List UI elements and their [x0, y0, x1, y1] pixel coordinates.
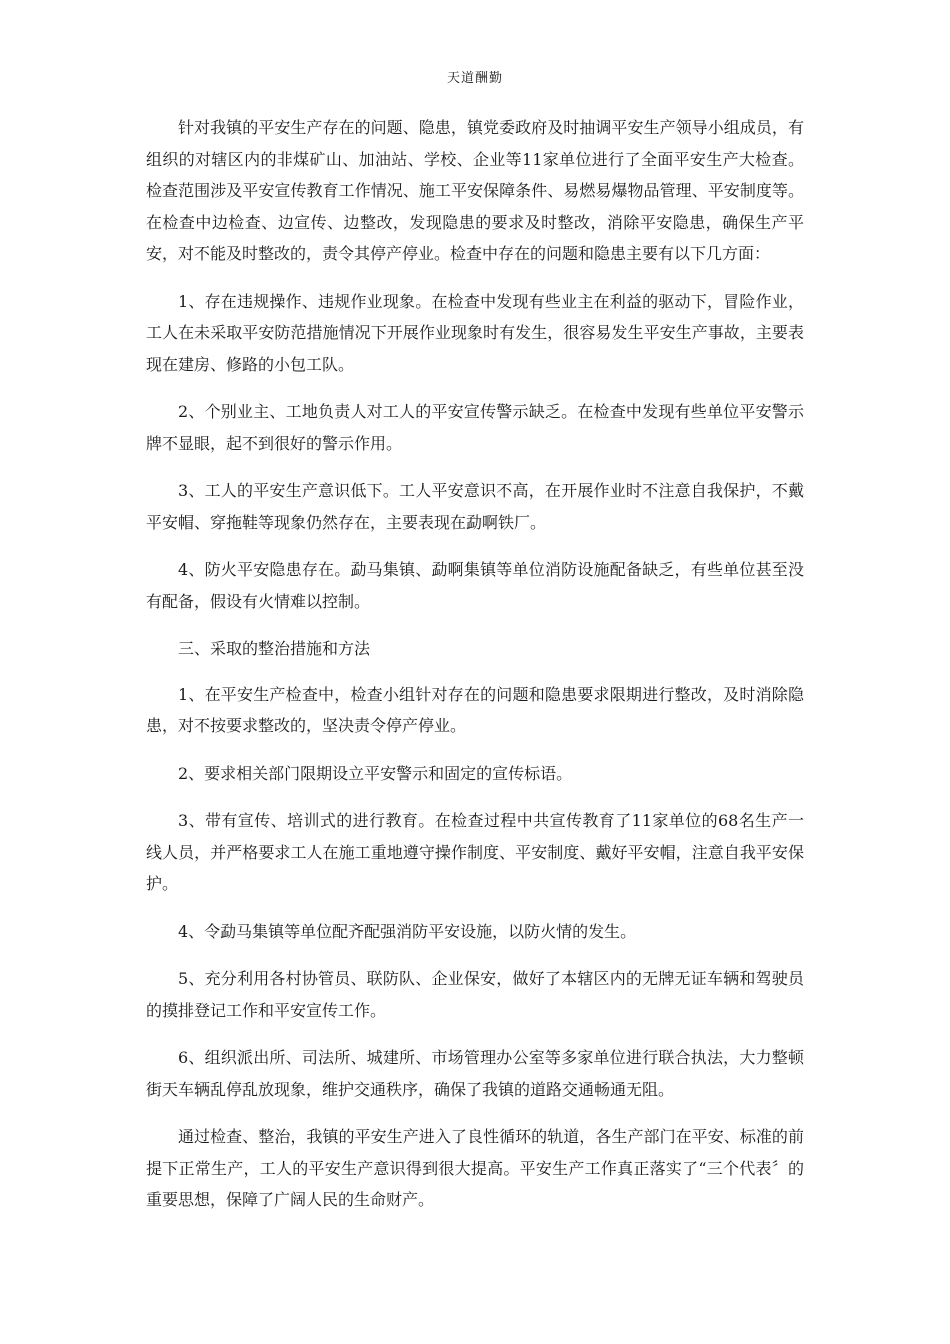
paragraph-intro: 针对我镇的平安生产存在的问题、隐患，镇党委政府及时抽调平安生产领导小组成员，有组织的对辖区内的非煤矿山、加油站、学校、企业等11家单位进行了全面平安生产大检查。检查范围涉及平安宣传教育工作情况、施工平安保障条件、易燃易爆物品管理、平安制度等。在检查中边检查、边宣传、边整改，发现隐患的要求及时整改，消除平安隐患，确保生产平安，对不能及时整改的，责令其停产停业。检查中存在的问题和隐患主要有以下几方面：	[146, 118, 804, 263]
paragraph-measure-5: 5、充分利用各村协管员、联防队、企业保安，做好了本辖区内的无牌无证车辆和驾驶员的摸排登记工作和平安宣传工作。	[146, 969, 804, 1020]
paragraph-conclusion: 通过检查、整治，我镇的平安生产进入了良性循环的轨道，各生产部门在平安、标准的前提下正常生产，工人的平安生产意识得到很大提高。平安生产工作真正落实了“三个代表〞的重要思想，保障了广阔人民的生命财产。	[146, 1127, 804, 1209]
paragraph-measure-6: 6、组织派出所、司法所、城建所、市场管理办公室等多家单位进行联合执法，大力整顿街天车辆乱停乱放现象，维护交通秩序，确保了我镇的道路交通畅通无阻。	[146, 1048, 804, 1099]
paragraph-issue-2: 2、个别业主、工地负责人对工人的平安宣传警示缺乏。在检查中发现有些单位平安警示牌不显眼，起不到很好的警示作用。	[146, 402, 804, 453]
paragraph-measure-4: 4、令勐马集镇等单位配齐配强消防平安设施，以防火情的发生。	[178, 921, 637, 941]
document-body	[146, 112, 804, 1232]
page-header: 天道酬勤	[446, 71, 503, 86]
paragraph-measure-3: 3、带有宣传、培训式的进行教育。在检查过程中共宣传教育了11家单位的68名生产一线人员，并严格要求工人在施工重地遵守操作制度、平安制度、戴好平安帽，注意自我平安保护。	[146, 811, 804, 893]
section-heading: 三、采取的整治措施和方法	[178, 639, 371, 658]
paragraph-issue-3: 3、工人的平安生产意识低下。工人平安意识不高，在开展作业时不注意自我保护，不戴平安帽、穿拖鞋等现象仍然存在，主要表现在勐啊铁厂。	[146, 481, 804, 532]
paragraph-measure-2: 2、要求相关部门限期设立平安警示和固定的宣传标语。	[178, 763, 573, 783]
paragraph-measure-1: 1、在平安生产检查中，检查小组针对存在的问题和隐患要求限期进行整改，及时消除隐患，对不按要求整改的，坚决责令停产停业。	[146, 684, 804, 735]
paragraph-issue-4: 4、防火平安隐患存在。勐马集镇、勐啊集镇等单位消防设施配备缺乏，有些单位甚至没有配备，假设有火情难以控制。	[146, 560, 804, 611]
paragraph-issue-1: 1、存在违规操作、违规作业现象。在检查中发现有些业主在利益的驱动下，冒险作业，工人在未采取平安防范措施情况下开展作业现象时有发生，很容易发生平安生产事故，主要表现在建房、修路的小包工队。	[146, 291, 804, 374]
